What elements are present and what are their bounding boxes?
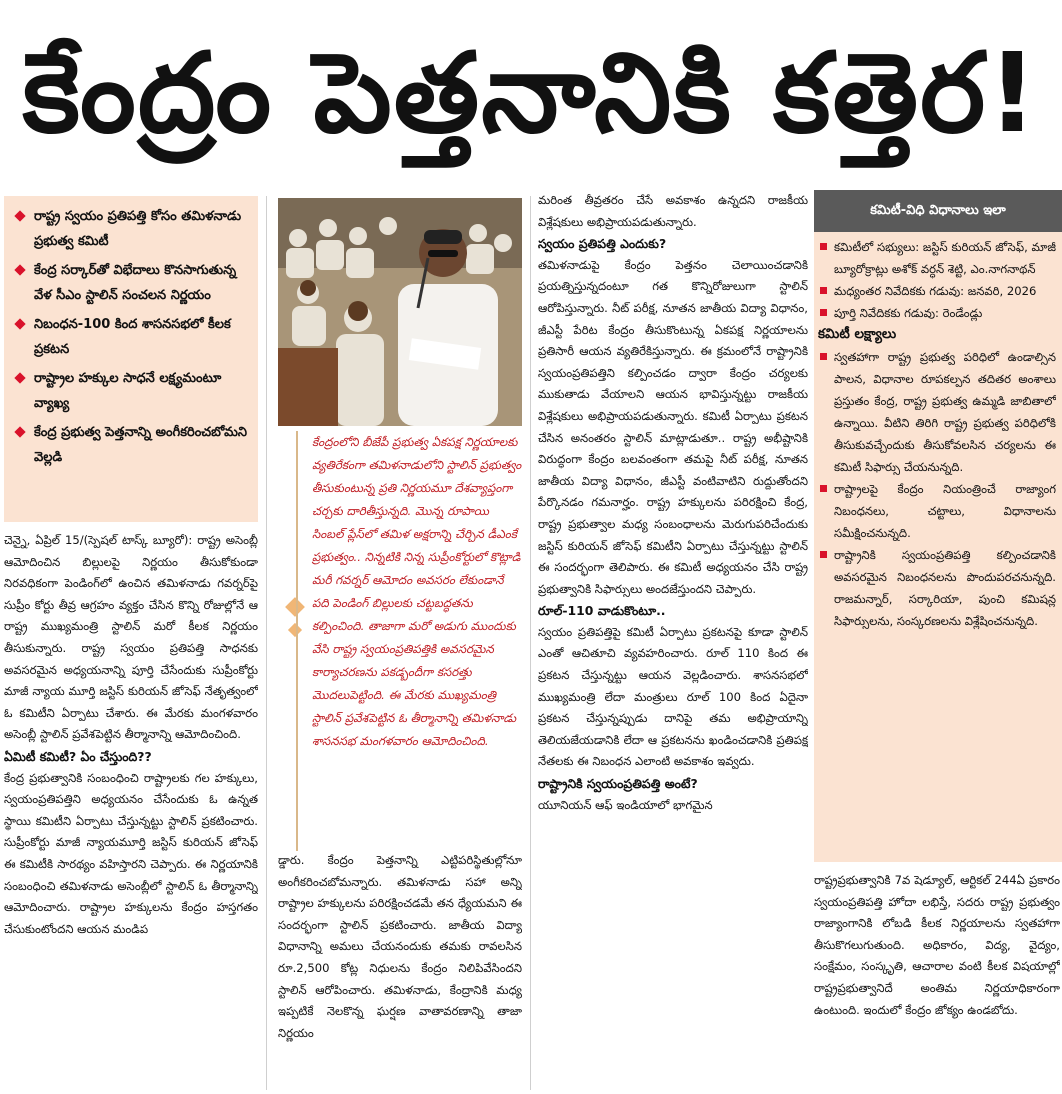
highlight-item: కేంద్ర ప్రభుత్వ పెత్తనాన్ని అంగీకరించబోమని వెల్లడి: [12, 420, 252, 470]
column-divider: [266, 196, 267, 1090]
column-3: [538, 190, 808, 1090]
column-4-bottom: [814, 870, 1060, 1090]
bullet-icon: [820, 243, 827, 250]
article-paragraph: యూనియన్ ఆఫ్ ఇండియాలో భాగమైన: [538, 797, 713, 812]
article-paragraph: స్వయం ప్రతిపత్తిపై కమిటీ ఏర్పాటు ప్రకటనపై కూడా స్టాలిన్ ఎంతో ఆచితూచి వ్యవహరించారు. రూల్ 110 కింద ఈ ప్రకటన చేస్తున్నట్టు ఆయన వెల్లడించారు. శాసనసభలో ముఖ్యమంత్రి లేదా మంత్రులు రూల్ 100 కింద ఏదైనా ప్రకటన చేస్తున్నప్పుడు దానిపై తమ అభిప్రాయాన్ని తెలియజేయడానికి లేదా ఆ ప్రకటనను ఖండించడానికి ప్రతిపక్ష నేతలకు ఈ నిబంధన ఎలాంటి అవకాశం ఇవ్వదు.: [538, 624, 808, 769]
sidebar-goals-title: కమిటీ లక్ష్యాలు: [818, 326, 897, 342]
goal-item: రాష్ట్రాలపై కేంద్రం నియంత్రించే రాజ్యాంగ నిబంధనలు, చట్టాలు, విధానాలను సమీక్షించనున్నది.: [818, 478, 1056, 544]
sidebar-content: [818, 236, 1056, 858]
article-paragraph: చెన్నై, ఏప్రిల్ 15/(స్పెషల్ టాస్క్ బ్యూరో): రాష్ట్ర అసెంబ్లీ ఆమోదించిన బిల్లులపై నిర్ణయం తీసుకోకుండా నిరవధికంగా పెండింగ్‌లో ఉంచిన తమిళనాడు గవర్నర్‌పై సుప్రీం కోర్టు తీవ్ర ఆగ్రహం వ్యక్తం చేసిన కొన్ని రోజుల్లోనే ఆ రాష్ట్ర ముఖ్యమంత్రి స్టాలిన్ మరో కీలక నిర్ణయం తీసుకున్నారు. రాష్ట్ర స్వయం ప్రతిపత్తి సాధనకు అవసరమైన అధ్యయనాన్ని పూర్తి చేసేందుకు సుప్రీంకోర్టు మాజీ న్యాయ మూర్తి జస్టిస్ కురియన్ జోసెఫ్ నేతృత్వంలో ఓ కమిటీని ఏర్పాటు చేశారు. ఈ మేరకు మంగళవారం అసెంబ్లీ స్టాలిన్ ప్రవేశపెట్టిన తీర్మానాన్ని ఆమోదించింది.: [4, 533, 258, 742]
bullet-icon: [820, 485, 827, 492]
sidebar-title: కమిటీ-విధి విధానాలు ఇలా: [814, 190, 1062, 232]
headline: కేంద్రం పెత్తనానికి కత్తెర!: [22, 29, 1040, 157]
column-2-bottom: [278, 850, 522, 1090]
subheading: స్వయం ప్రతిపత్తి ఎందుకు?: [538, 236, 667, 252]
bullet-icon: [14, 318, 25, 329]
bullet-icon: [14, 264, 25, 275]
sidebar-item: పూర్తి నివేదికకు గడువు: రెండేండ్లు: [818, 302, 1056, 324]
goal-item: రాష్ట్రానికి స్వయంప్రతిపత్తి కల్పించడానికి అవసరమైన నిబంధనలను పొందుపరచనున్నది. రాజమన్నార్, సర్కారియా, పుంచి కమిషన్ల సిఫార్సులను, సంస్కరణలను విశ్లేషించనున్నది.: [818, 544, 1056, 632]
sidebar-item: కమిటీలో సభ్యులు: జస్టిస్ కురియన్ జోసెఫ్, మాజీ బ్యూరోక్రాట్లు అశోక్ వర్ధన్ శెట్టి, ఎం.నాగనాథన్: [818, 236, 1056, 280]
highlights-list: [4, 196, 258, 470]
article-paragraph: డ్డారు. కేంద్రం పెత్తనాన్ని ఎట్టిపరిస్థితుల్లోనూ అంగీకరించబోమన్నారు. తమిళనాడు సహా అన్ని రాష్ట్రాల హక్కులను పరిరక్షించడమే తన ధ్యేయమని ఈ సందర్భంగా స్టాలిన్ ప్రకటించారు. జాతీయ విద్యా విధానాన్ని అమలు చేయనందుకు తమకు రావలసిన రూ.2,500 కోట్ల నిధులను కేంద్రం నిలిపివేసిందని స్టాలిన్ ఆరోపించారు. తమిళనాడు, కేంద్రానికి మధ్య ఇప్పటికే నెలకొన్న ఘర్షణ వాతావరణాన్ని తాజా నిర్ణయం: [278, 853, 522, 1040]
goals-list: [818, 346, 1056, 632]
bullet-icon: [14, 372, 25, 383]
bullet-icon: [14, 210, 25, 221]
article-paragraph: కేంద్ర ప్రభుత్వానికి సంబంధించి రాష్ట్రాలకు గల హక్కులు, స్వయంప్రతిపత్తిని అధ్యయనం చేసేందుకు ఓ ఉన్నత స్థాయి కమిటీని ఏర్పాటు చేస్తున్నట్టు స్టాలిన్ ప్రకటించారు. సుప్రీంకోర్టు మాజీ న్యాయమూర్తి జస్టిస్ కురియన్ జోసెఫ్ ఈ కమిటీకి సారథ్యం వహిస్తారని చెప్పారు. ఈ నిర్ణయానికి సంబంధించి తమిళనాడు అసెంబ్లీలో స్టాలిన్ ఓ తీర్మానాన్ని ఆమోదించారు. రాష్ట్రాల హక్కులను కేంద్రం హస్తగతం చేసుకుంటోందని ఆయన మండిప: [4, 770, 258, 936]
subheading: ఏమిటీ కమిటీ? ఏం చేస్తుంది??: [4, 748, 152, 764]
sidebar-item: మధ్యంతర నివేదికకు గడువు: జనవరి, 2026: [818, 280, 1056, 302]
highlight-item: రాష్ట్రాల హక్కుల సాధనే లక్ష్యమంటూ వ్యాఖ్య: [12, 366, 252, 416]
column-1: [4, 530, 258, 1090]
pull-quote: కేంద్రంలోని బీజేపీ ప్రభుత్వ ఏకపక్ష నిర్ణయాలకు వ్యతిరేకంగా తమిళనాడులోని స్టాలిన్ ప్రభుత్వం తీసుకుంటున్న ప్రతి నిర్ణయమూ దేశవ్యాప్తంగా చర్చకు దారితీస్తున్నది. మొన్న రూపాయి సింబల్ ప్లేస్‌లో తమిళ అక్షరాన్ని చేర్చిన డీఎంకే ప్రభుత్వం.. నిన్నటికి నిన్న సుప్రీంకోర్టులో కొట్లాడి మరీ గవర్నర్ ఆమోదం అవసరం లేకుండానే పది పెండింగ్ బిల్లులకు చట్టబద్ధతను కల్పించింది. తాజాగా మరో అడుగు ముందుకు వేసి రాష్ట్ర స్వయంప్రతిపత్తికి అవసరమైన కార్యాచరణను పకడ్బందీగా కసరత్తు మొదలుపెట్టింది. ఈ మేరకు ముఖ్యమంత్రి స్టాలిన్ ప్రవేశపెట్టిన ఓ తీర్మానాన్ని తమిళనాడు శాసనసభ మంగళవారం ఆమోదించింది.: [296, 431, 522, 851]
bullet-icon: [820, 309, 827, 316]
bullet-icon: [820, 353, 827, 360]
subheading: రూల్-110 వాడుకొంటూ..: [538, 603, 666, 619]
highlight-item: కేంద్ర సర్కార్‌తో విభేదాలు కొనసాగుతున్న వేళ సీఎం స్టాలిన్ సంచలన నిర్ణయం: [12, 258, 252, 308]
sidebar-list: [818, 236, 1056, 324]
highlight-item: రాష్ట్ర స్వయం ప్రతిపత్తి కోసం తమిళనాడు ప్రభుత్వ కమిటీ: [12, 204, 252, 254]
bullet-icon: [14, 426, 25, 437]
goal-item: స్వతహాగా రాష్ట్ర ప్రభుత్వ పరిధిలో ఉండాల్సిన పాలన, విధానాల రూపకల్పన తదితర అంశాలు ప్రస్తుతం కేంద్ర, రాష్ట్ర ప్రభుత్వ ఉమ్మడి జాబితాలో ఉన్నాయి. వీటిని తిరిగి రాష్ట్ర ప్రభుత్వ పరిధిలోకి తీసుకువచ్చేందుకు తీసుకోవలసిన చర్యలను ఈ కమిటీ సిఫార్సు చేయనున్నది.: [818, 346, 1056, 478]
article-paragraph: తమిళనాడుపై కేంద్రం పెత్తనం చెలాయించడానికి ప్రయత్నిస్తున్నదంటూ గత కొన్నిరోజులుగా స్టాలిన్ ఆరోపిస్తున్నారు. నీట్ పరీక్ష, నూతన జాతీయ విద్యా విధానం, జీఎస్టీ పేరిట కేంద్రం తీసుకొంటున్న ఏకపక్ష నిర్ణయాలను ప్రతిసారీ ఆయన వ్యతిరేకిస్తున్నారు. ఈ క్రమంలోనే రాష్ట్రానికి స్వయంప్రతిపత్తిని కల్పించడం ద్వారా కేంద్రం చర్యలకు ముకుతాడు వేయాలని ఆయన భావిస్తున్నట్టు రాజకీయ విశ్లేషకులు అభిప్రాయపడుతున్నారు. కమిటీ ఏర్పాటు ప్రకటన చేసిన అనంతరం స్టాలిన్ మాట్లాడుతూ.. రాష్ట్ర అభీష్టానికి విరుద్ధంగా కేంద్రం బలవంతంగా తమపై నీట్ పరీక్ష, నూతన జాతీయ విద్యా విధానం, జీఎస్టీ వంటివాటిని రుద్దుతోందని పేర్కొనడం గమనార్హం. రాష్ట్ర హక్కులను పరిరక్షించి కేంద్ర, రాష్ట్ర ప్రభుత్వాల మధ్య సంబంధాలను మెరుగుపరిచేందుకు జస్టిస్ కురియన్ జోసెఫ్ కమిటీని ఏర్పాటు చేస్తున్నట్టు స్టాలిన్ ఈ సందర్భంగా తెలిపారు. ఈ కమిటీ అధ్యయనం చేసి రాష్ట్ర ప్రభుత్వానికి సిఫార్సులు అందజేస్తుందని చెప్పారు.: [538, 257, 808, 596]
subheading: రాష్ట్రానికి స్వయంప్రతిపత్తి అంటే?: [538, 776, 698, 792]
highlights-box: [4, 196, 258, 522]
assembly-photo: [278, 198, 522, 426]
article-paragraph: మరింత తీవ్రతరం చేసే అవకాశం ఉన్నదని రాజకీయ విశ్లేషకులు అభిప్రాయపడుతున్నారు.: [538, 193, 808, 229]
photo-illustration: [278, 198, 522, 426]
column-divider: [530, 196, 531, 1090]
highlight-item: నిబంధన-100 కింద శాసనసభలో కీలక ప్రకటన: [12, 312, 252, 362]
article-paragraph: రాష్ట్రప్రభుత్వానికి 7వ షెడ్యూల్, ఆర్టికల్ 244ఏ ప్రకారం స్వయంప్రతిపత్తి హోదా లభిస్తే, సదరు రాష్ట్ర ప్రభుత్వం రాజ్యాంగానికి లోబడి కీలక నిర్ణయాలను స్వతహాగా తీసుకొగలుగుతుంది. అధికారం, విద్య, వైద్యం, సంక్షేమం, సంస్కృతి, ఆచారాల వంటి కీలక విషయాల్లో రాష్ట్రప్రభుత్వానిదే అంతిమ నిర్ణయాధికారంగా ఉంటుంది. ఇందులో కేంద్రం జోక్యం ఉండబోదు.: [814, 873, 1060, 1017]
bullet-icon: [820, 287, 827, 294]
bullet-icon: [820, 551, 827, 558]
